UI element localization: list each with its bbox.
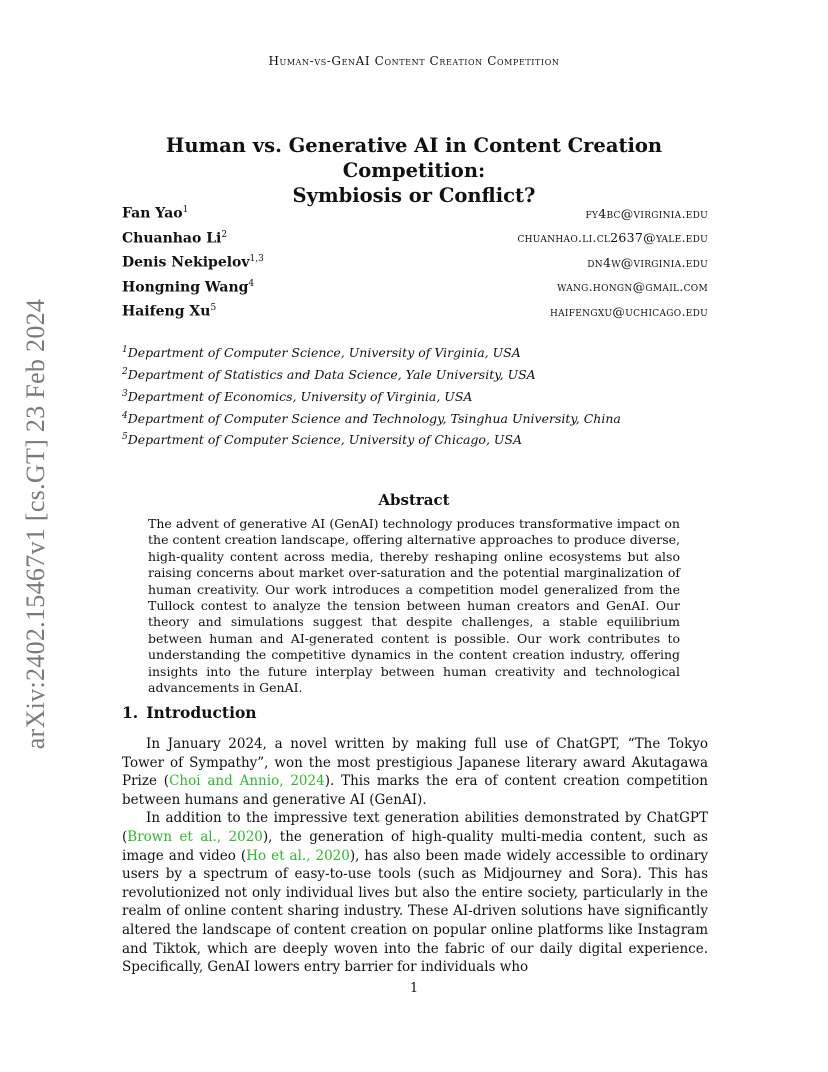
author-name: Hongning Wang$^4$ [122, 278, 255, 296]
author-affil-mark: 1,3 [249, 254, 264, 264]
author-affil-mark: 2 [221, 229, 228, 240]
author-email[interactable]: wang.hongn@gmail.com [557, 279, 708, 295]
author-email[interactable]: haifengxu@uchicago.edu [549, 303, 708, 319]
author-affil-mark: 1 [182, 205, 189, 215]
author-name: Denis Nekipelov$^{1,3}$ [122, 254, 264, 271]
author-name: Fan Yao$^1$ [122, 205, 189, 222]
citation-link[interactable]: Ho et al., 2020 [246, 847, 350, 864]
author-row [122, 254, 708, 279]
author-row [122, 303, 708, 328]
paper-title [100, 133, 728, 208]
title-line-1: Human vs. Generative AI in Content Creation Competition: [165, 134, 663, 182]
intro-paragraph-1: In January 2024, a novel written by making full use of ChatGPT, “The Tokyo Tower of Sympathy”, won the most prestigious Japanese literary award Akutagawa Prize (Choi and Annio, 2024). This marks the era of content creation competition between humans and generative AI (GenAI). [122, 736, 709, 808]
page-number: 1 [409, 981, 419, 996]
author-row [122, 279, 708, 304]
citation-link[interactable]: Brown et al., 2020 [127, 828, 263, 845]
affiliation-list [122, 341, 722, 450]
abstract-heading: Abstract [378, 491, 450, 509]
author-email[interactable]: chuanhao.li.cl2637@yale.edu [517, 230, 708, 246]
affiliation: $^1$Department of Computer Science, University of Virginia, USA [122, 345, 521, 361]
introduction-body [122, 735, 708, 977]
author-name: Chuanhao Li$^2$ [122, 229, 228, 247]
running-head: Human-vs-GenAI Content Creation Competition [268, 54, 560, 68]
section-title: Introduction [146, 703, 257, 722]
citation-link[interactable]: Choi and Annio, 2024 [169, 773, 325, 790]
affiliation: $^4$Department of Computer Science and Technology, Tsinghua University, China [122, 410, 621, 426]
affiliation: $^3$Department of Economics, University of Virginia, USA [122, 388, 473, 404]
author-affil-mark: 4 [248, 278, 255, 289]
intro-paragraph-2: In addition to the impressive text generation abilities demonstrated by ChatGPT (Brown et al., 2020), the generation of high-quality multi-media content, such as image and video (Ho et al., 2020), has also been made widely accessible to ordinary users by a spectrum of easy-to-use tools (such as Midjourney and Sora). This has revolutionized not only individual lives but also the entire society, particularly in the realm of online content sharing industry. These AI-driven solutions have significantly altered the landscape of content creation on popular online platforms like Instagram and Tiktok, which are deeply woven into the fabric of our daily digital experience. Specifically, GenAI lowers entry barrier for individuals who [122, 810, 708, 976]
affiliation: $^5$Department of Computer Science, University of Chicago, USA [122, 432, 523, 448]
affiliation: $^2$Department of Statistics and Data Science, Yale University, USA [122, 366, 536, 383]
section-number: 1. [122, 703, 139, 722]
author-name: Haifeng Xu$^5$ [122, 303, 217, 320]
arxiv-identifier-stamp: arXiv:2402.15467v1 [cs.GT] 23 Feb 2024 [21, 298, 50, 750]
section-heading [122, 703, 257, 722]
author-row [122, 205, 708, 230]
author-list [122, 205, 708, 328]
author-email[interactable]: dn4w@virginia.edu [587, 254, 708, 270]
title-line-2: Symbiosis or Conflict? [292, 184, 536, 207]
abstract-text: The advent of generative AI (GenAI) technology produces transformative impact on the content creation landscape, offering alternative approaches to produce diverse, high-quality content across media, thereby reshaping online ecosystems but also raising concerns about market over-saturation and the potential marginalization of human creativity. Our work introduces a competition model generalized from the Tullock contest to analyze the tension between human creators and GenAI. Our theory and simulations suggest that despite challenges, a stable equilibrium between human and AI-generated content is possible. Our work contributes to understanding the competitive dynamics in the content creation industry, offering insights into the future interplay between human creativity and technological advancements in GenAI. [148, 516, 680, 696]
author-row [122, 230, 708, 255]
author-affil-mark: 5 [210, 303, 217, 313]
author-email[interactable]: fy4bc@virginia.edu [585, 205, 708, 221]
